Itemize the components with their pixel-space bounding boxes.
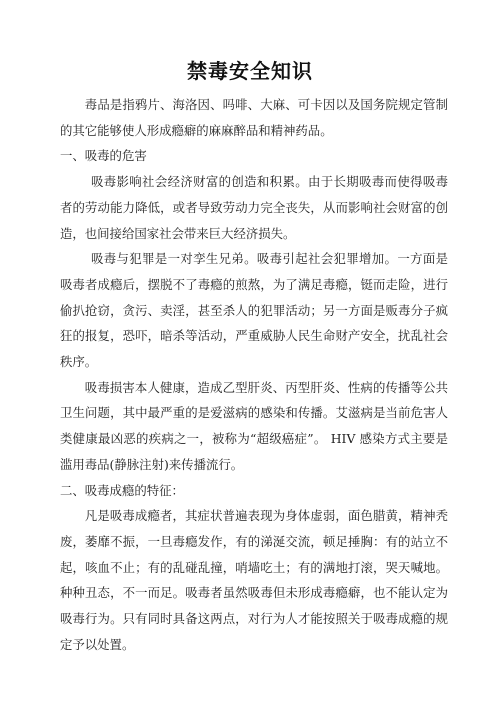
- section-heading-features: 二、吸毒成瘾的特征：: [60, 482, 184, 498]
- paragraph-addiction-features: 凡是吸毒成瘾者，其症状普遍表现为身体虚弱，面色腊黄，精神秃废，萎靡不振，一旦毒瘾发作，有的涕涎交流，顿足捶胸：有的站立不起，咳血不止；有的乱碰乱撞，哨墙吃土；有的满地打滚，哭天喊地。种种丑态，不一而足。吸毒者虽然吸毒但未形成毒瘾癖，也不能认定为吸毒行为。只有同时具备这两点，对行为人才能按照关于吸毒成瘾的规定予以处置。: [60, 508, 448, 652]
- paragraph-crime: 吸毒与犯罪是一对孪生兄弟。吸毒引起社会犯罪增加。一方面是吸毒者成瘾后，摆脱不了毒瘾的煎熬，为了满足毒瘾，铤而走险，进行偷扒抢窃，贪污、卖淫，甚至杀人的犯罪活动；另一方面是贩毒分子疯狂的报复，恐吓，暗杀等活动，严重威胁人民生命财产安全，扰乱社会秩序。: [60, 251, 448, 370]
- paragraph-economic-harm: 吸毒影响社会经济财富的创造和积累。由于长期吸毒而使得吸毒者的劳动能力降低，或者导致劳动力完全丧失，从而影响社会财富的创造，也间接给国家社会带来巨大经济损失。: [60, 174, 448, 241]
- document-title: 禁毒安全知识: [187, 59, 313, 83]
- intro-paragraph: 毒品是指鸦片、海洛因、吗啡、大麻、可卡因以及国务院规定管制的其它能够使人形成瘾癖的麻麻醉品和精神药品。: [60, 97, 448, 138]
- section-heading-harm: 一、吸毒的危害: [60, 148, 147, 164]
- paragraph-health: 吸毒损害本人健康，造成乙型肝炎、丙型肝炎、性病的传播等公共卫生问题，其中最严重的是爱滋病的感染和传播。艾滋病是当前危害人类健康最凶恶的疾病之一，被称为“超级癌症”。 HIV 感染方式主要是滥用毒品(静脉注射)来传播流行。: [60, 379, 448, 472]
- document-body: [60, 92, 448, 657]
